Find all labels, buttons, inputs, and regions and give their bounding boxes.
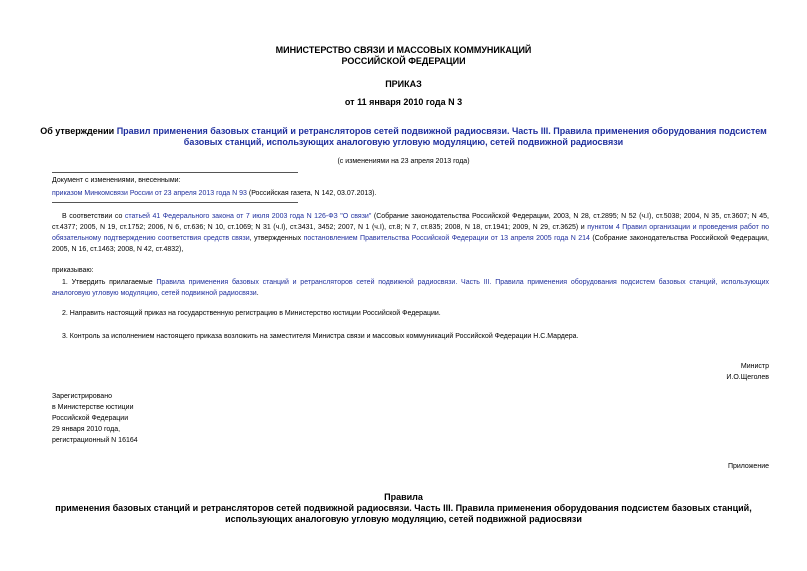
amendments-title: Документ с изменениями, внесенными:	[52, 177, 181, 184]
registration-line: регистрационный N 16164	[52, 437, 138, 444]
government-decree-link[interactable]: постановлением Правительства Российской Федерации от 13 апреля 2005 года N 214	[303, 235, 590, 242]
subject-link-cont[interactable]: базовых станций, использующих аналоговую угловую модуляцию, сетей подвижной радиосвязи	[183, 137, 624, 147]
changes-note: (с изменениями на 23 апреля 2013 года)	[337, 158, 470, 165]
order-item-1	[52, 277, 769, 299]
preamble-text: В соответствии со	[62, 213, 125, 220]
signature-name: И.О.Щеголев	[726, 374, 769, 381]
preamble	[52, 211, 769, 255]
rules-point-link[interactable]: пунктом 4 Правил организации и проведения работ по обязательному подтверждению соответствия средств связи	[52, 224, 770, 242]
subject-link[interactable]: Правил применения базовых станций и ретрансляторов сетей подвижной радиосвязи. Часть III. Правила применения оборудования подсистем	[116, 126, 767, 136]
law-article-link[interactable]: статьей 41 Федерального закона от 7 июля 2003 года N 126-ФЗ "О связи"	[124, 213, 372, 220]
appendix-subtitle-line2: использующих аналоговую угловую модуляцию, сетей подвижной радиосвязи	[225, 514, 582, 524]
signature-title: Министр	[740, 363, 769, 370]
divider-top	[52, 172, 298, 173]
item-text: .	[256, 290, 259, 297]
ministry-line1: МИНИСТЕРСТВО СВЯЗИ И МАССОВЫХ КОММУНИКАЦИЙ	[275, 45, 532, 55]
registration-line: в Министерстве юстиции	[52, 404, 134, 411]
signature	[726, 361, 769, 383]
subject-prefix: Об утверждении	[40, 126, 117, 136]
document-subject	[0, 126, 807, 148]
divider-bottom	[52, 202, 298, 203]
preamble-text: (Собрание законодательства Российской Федерации, 2005, N 16, ст.1463; 2008, N 42, ст.4832),	[52, 235, 770, 253]
appendix-title: Правила	[384, 492, 423, 502]
registration-line: 29 января 2010 года,	[52, 426, 121, 433]
order-item-3: 3. Контроль за исполнением настоящего приказа возложить на заместителя Министра связи и массовых коммуникаций Российской Федерации Н.С.Мардера.	[62, 333, 579, 340]
date-number: от 11 января 2010 года N 3	[344, 97, 463, 107]
amendments-block	[52, 175, 432, 199]
ministry-title	[0, 45, 807, 67]
order-word: приказываю:	[52, 267, 94, 274]
registration-line: Российской Федерации	[52, 415, 129, 422]
item-text: 1. Утвердить прилагаемые	[62, 279, 157, 286]
doc-type: ПРИКАЗ	[385, 79, 422, 89]
appendix-subtitle	[0, 503, 807, 525]
registration-info	[52, 391, 138, 446]
amendment-source: (Российская газета, N 142, 03.07.2013).	[246, 190, 377, 197]
preamble-text: , утвержденных	[249, 235, 304, 242]
order-item-2: 2. Направить настоящий приказ на государственную регистрацию в Министерство юстиции Российской Федерации.	[62, 310, 441, 317]
registration-line: Зарегистрировано	[52, 393, 112, 400]
ministry-line2: РОССИЙСКОЙ ФЕДЕРАЦИИ	[341, 56, 466, 66]
preamble-text: (Собрание законодательства Российской Федерации, 2003, N 28, ст.2895; N 52 (ч.I), ст.5038; 2004, N 35, ст.3607; N 45, ст.4377; 2005, N 19, ст.1752; 2006, N 6, ст.636; N 10, ст.1069; N 31 (ч.I), ст.3431, 3452; 2007, N 1 (ч.I), ст.8; N 7, ст.835; 2008, N 18, ст.1941; 2009, N 29, ст.3625) и	[52, 213, 770, 231]
rules-link[interactable]: Правила применения базовых станций и ретрансляторов сетей подвижной радиосвязи. Часть III. Правила применения оборудования подсистем базовых станций, использующих аналоговую угловую модуляцию, сетей подвижной радиосвязи	[52, 279, 769, 297]
appendix-label: Приложение	[727, 463, 769, 470]
appendix-subtitle-line1: применения базовых станций и ретрансляторов сетей подвижной радиосвязи. Часть III. Правила применения оборудования подсистем базовых станций,	[55, 503, 752, 513]
amendment-link[interactable]: приказом Минкомсвязи России от 23 апреля 2013 года N 93	[52, 190, 247, 197]
